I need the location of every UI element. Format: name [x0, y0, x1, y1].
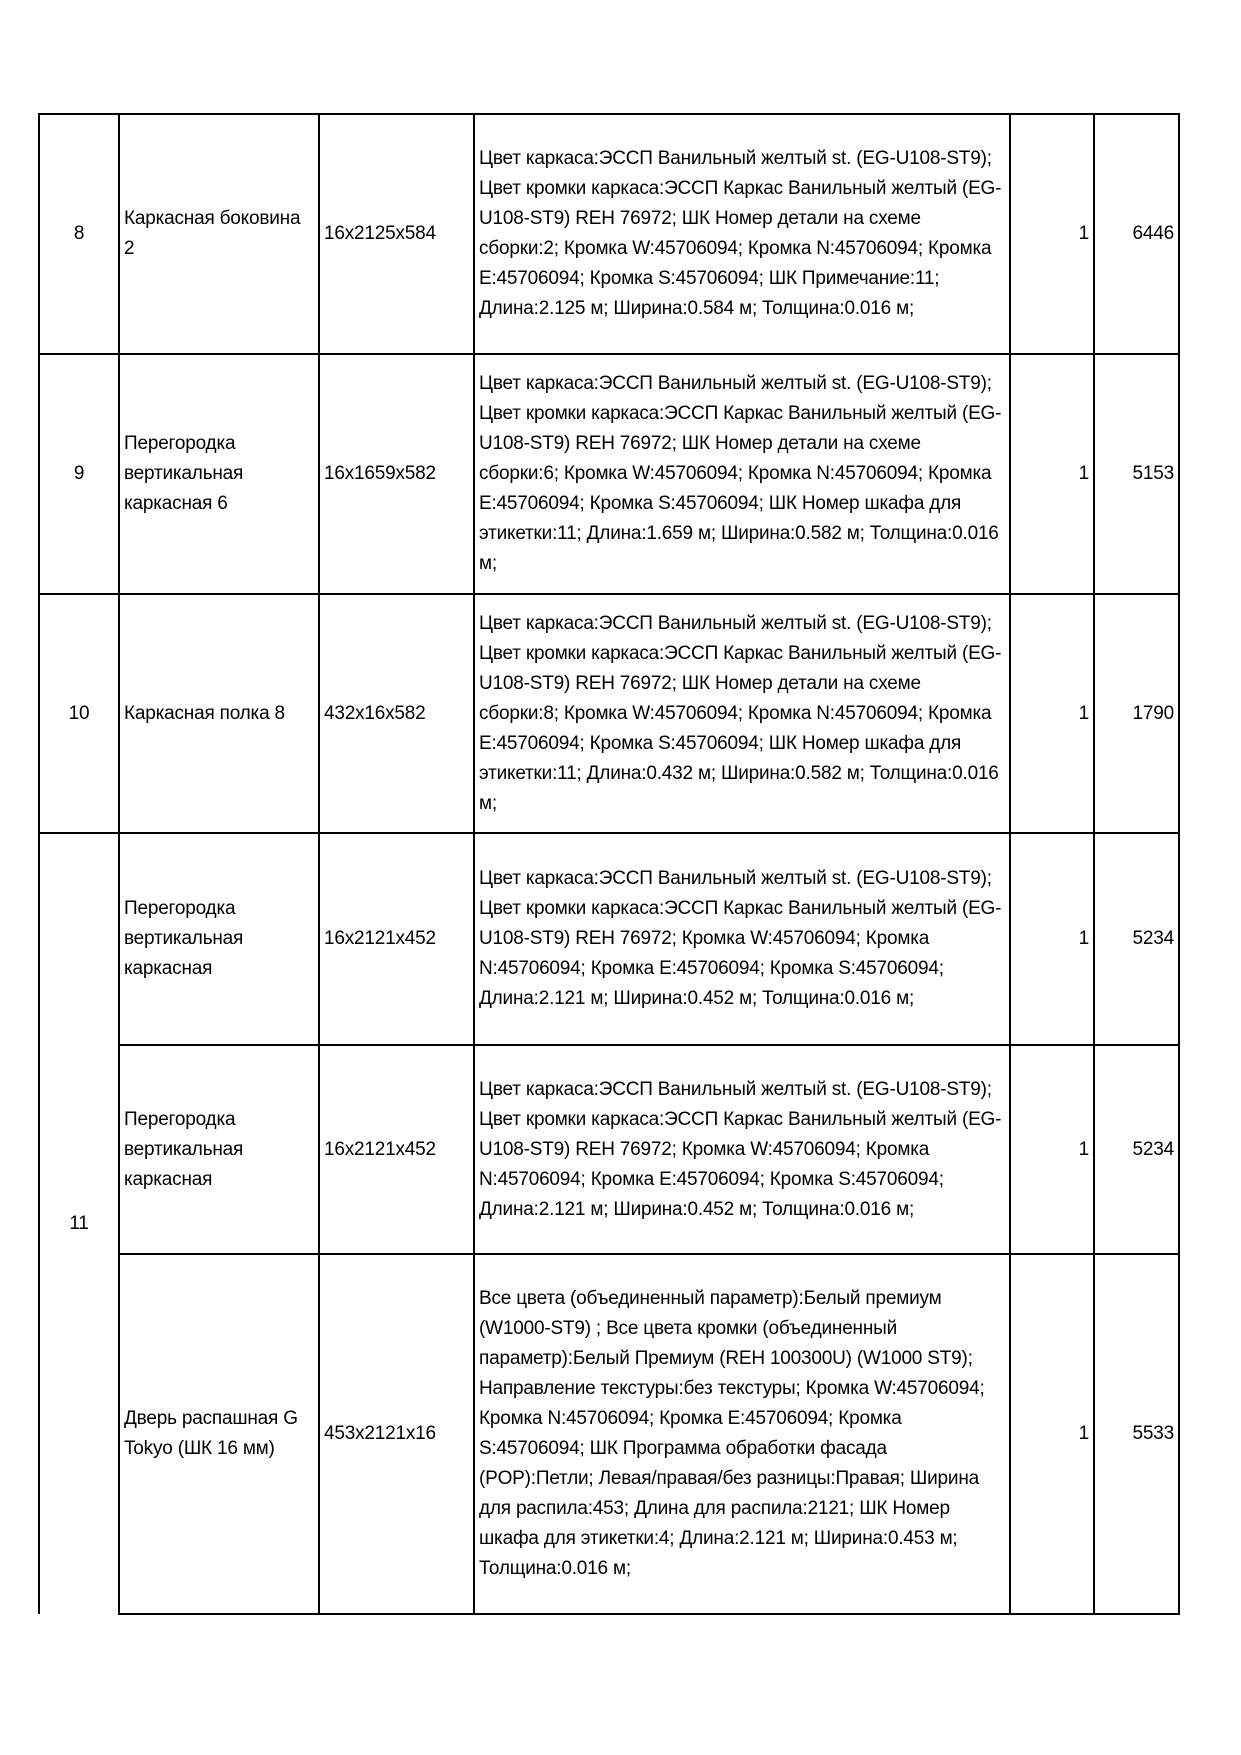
part-description: Цвет каркаса:ЭССП Ванильный желтый st. (EG-U108-ST9); Цвет кромки каркаса:ЭССП Каркас Ванильный желтый (EG-U108-ST9) REH 76972; Кромка W:45706094; Кромка N:45706094; Кромка E:45706094; Кромка S:45706094; Длина:2.121 м; Ширина:0.452 м; Толщина:0.016 м; [474, 1045, 1010, 1254]
part-price: 6446 [1094, 114, 1179, 354]
part-name: Перегородка вертикальная каркасная [119, 833, 319, 1045]
part-dimensions: 432x16x582 [319, 594, 474, 833]
part-quantity: 1 [1010, 833, 1094, 1045]
part-quantity: 1 [1010, 1254, 1094, 1614]
row-number: 10 [39, 594, 119, 833]
part-price: 5234 [1094, 833, 1179, 1045]
part-name: Перегородка вертикальная каркасная 6 [119, 354, 319, 594]
part-name: Перегородка вертикальная каркасная [119, 1045, 319, 1254]
part-name: Дверь распашная G Tokyo (ШК 16 мм) [119, 1254, 319, 1614]
row-number: 8 [39, 114, 119, 354]
part-name: Каркасная боковина 2 [119, 114, 319, 354]
row-number: 9 [39, 354, 119, 594]
part-quantity: 1 [1010, 594, 1094, 833]
part-description: Цвет каркаса:ЭССП Ванильный желтый st. (EG-U108-ST9); Цвет кромки каркаса:ЭССП Каркас Ванильный желтый (EG-U108-ST9) REH 76972; ШК Номер детали на схеме сборки:8; Кромка W:45706094; Кромка N:45706094; Кромка E:45706094; Кромка S:45706094; ШК Номер шкафа для этикетки:11; Длина:0.432 м; Ширина:0.582 м; Толщина:0.016 м; [474, 594, 1010, 833]
part-description: Цвет каркаса:ЭССП Ванильный желтый st. (EG-U108-ST9); Цвет кромки каркаса:ЭССП Каркас Ванильный желтый (EG-U108-ST9) REH 76972; ШК Номер детали на схеме сборки:6; Кромка W:45706094; Кромка N:45706094; Кромка E:45706094; Кромка S:45706094; ШК Номер шкафа для этикетки:11; Длина:1.659 м; Ширина:0.582 м; Толщина:0.016 м; [474, 354, 1010, 594]
part-quantity: 1 [1010, 114, 1094, 354]
part-dimensions: 16x2121x452 [319, 833, 474, 1045]
part-dimensions: 16x2125x584 [319, 114, 474, 354]
table-row [39, 1254, 1179, 1614]
part-quantity: 1 [1010, 354, 1094, 594]
part-price: 1790 [1094, 594, 1179, 833]
part-dimensions: 16x1659x582 [319, 354, 474, 594]
table-row [39, 1045, 1179, 1254]
part-description: Цвет каркаса:ЭССП Ванильный желтый st. (EG-U108-ST9); Цвет кромки каркаса:ЭССП Каркас Ванильный желтый (EG-U108-ST9) REH 76972; Кромка W:45706094; Кромка N:45706094; Кромка E:45706094; Кромка S:45706094; Длина:2.121 м; Ширина:0.452 м; Толщина:0.016 м; [474, 833, 1010, 1045]
part-name: Каркасная полка 8 [119, 594, 319, 833]
table-row [39, 114, 1179, 354]
part-dimensions: 453x2121x16 [319, 1254, 474, 1614]
part-price: 5234 [1094, 1045, 1179, 1254]
part-description: Цвет каркаса:ЭССП Ванильный желтый st. (EG-U108-ST9); Цвет кромки каркаса:ЭССП Каркас Ванильный желтый (EG-U108-ST9) REH 76972; ШК Номер детали на схеме сборки:2; Кромка W:45706094; Кромка N:45706094; Кромка E:45706094; Кромка S:45706094; ШК Примечание:11; Длина:2.125 м; Ширина:0.584 м; Толщина:0.016 м; [474, 114, 1010, 354]
parts-specification-table [38, 113, 1180, 1615]
part-price: 5153 [1094, 354, 1179, 594]
part-description: Все цвета (объединенный параметр):Белый премиум (W1000-ST9) ; Все цвета кромки (объединенный параметр):Белый Премиум (REH 100300U) (W1000 ST9); Направление текстуры:без текстуры; Кромка W:45706094; Кромка N:45706094; Кромка E:45706094; Кромка S:45706094; ШК Программа обработки фасада (POP):Петли; Левая/правая/без разницы:Правая; Ширина для распила:453; Длина для распила:2121; ШК Номер шкафа для этикетки:4; Длина:2.121 м; Ширина:0.453 м; Толщина:0.016 м; [474, 1254, 1010, 1614]
part-price: 5533 [1094, 1254, 1179, 1614]
part-quantity: 1 [1010, 1045, 1094, 1254]
part-dimensions: 16x2121x452 [319, 1045, 474, 1254]
row-number: 11 [39, 833, 119, 1614]
table-row [39, 833, 1179, 1045]
table-row [39, 354, 1179, 594]
table-row [39, 594, 1179, 833]
